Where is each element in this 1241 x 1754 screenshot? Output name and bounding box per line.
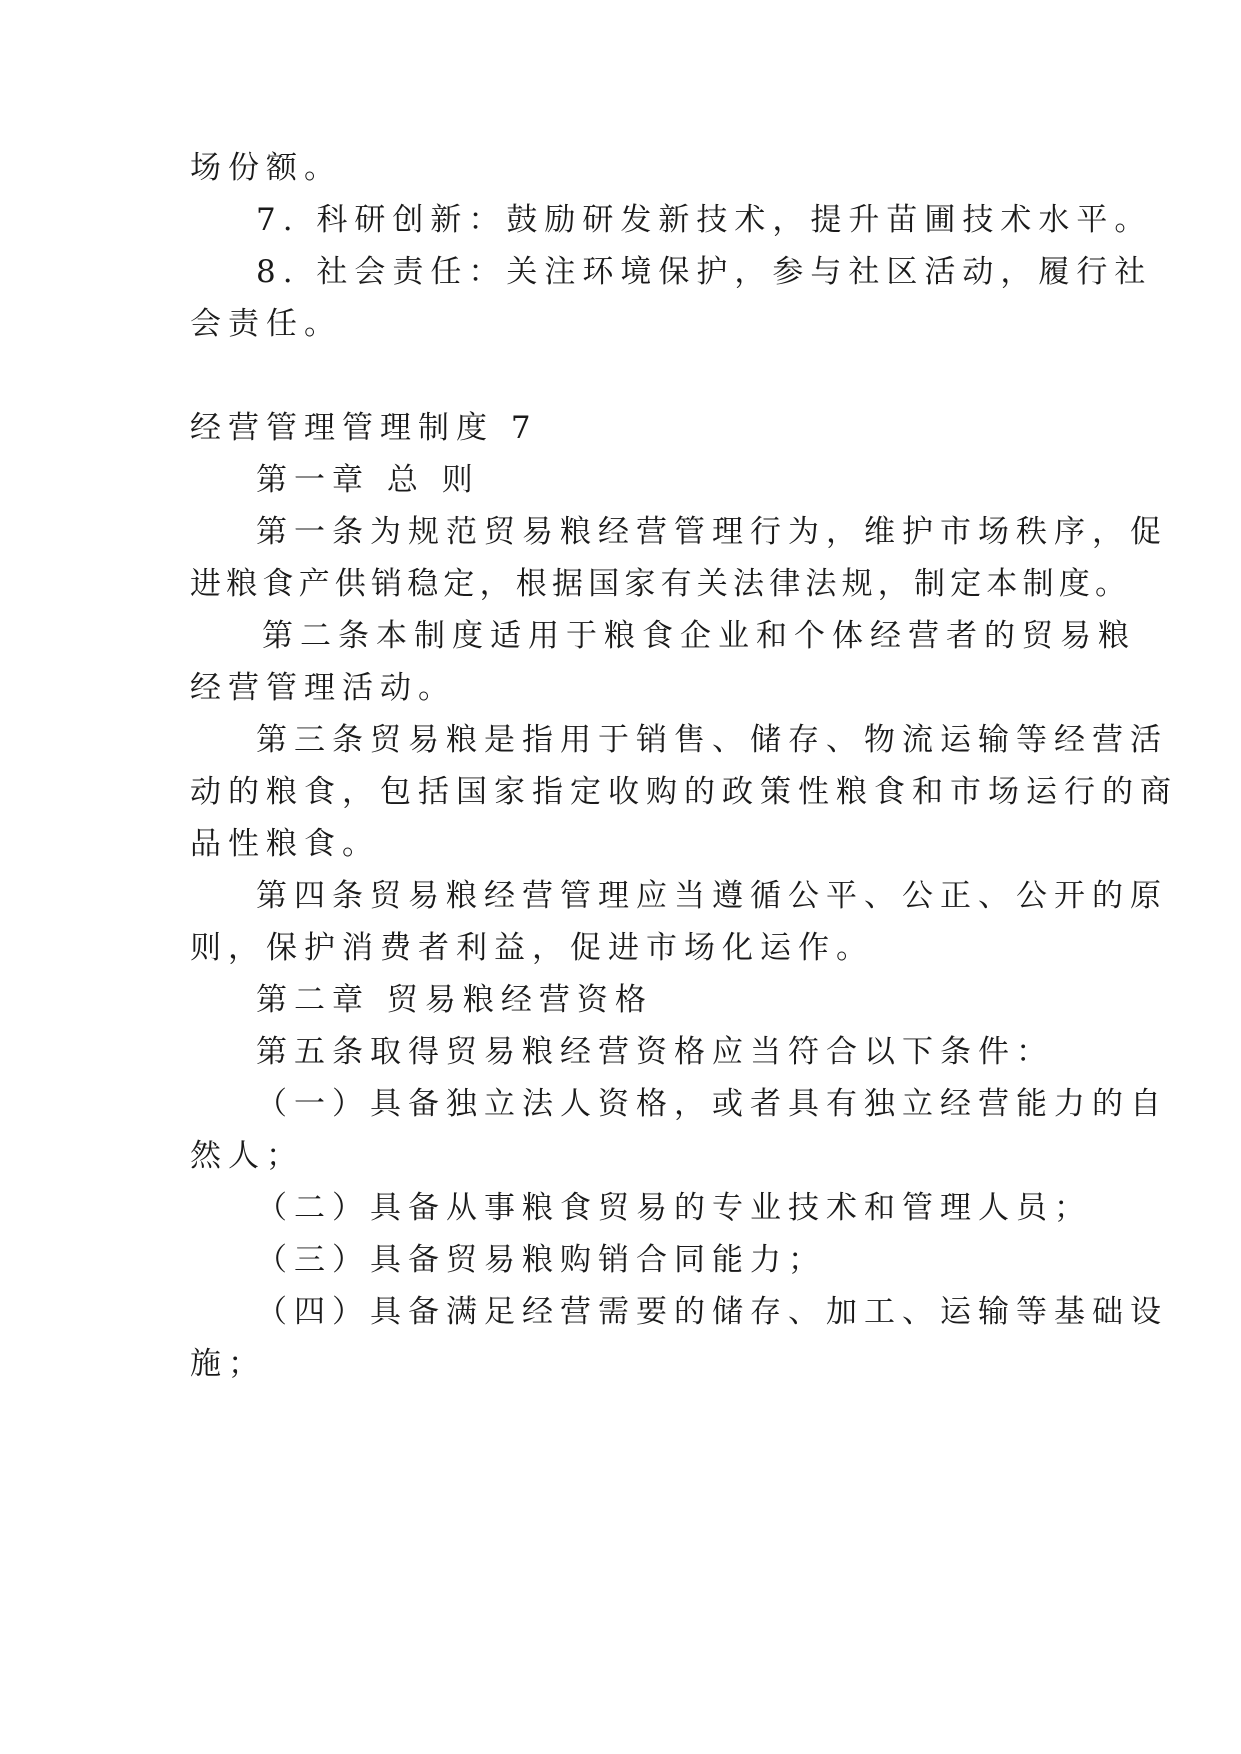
text-line-23: 施； — [190, 1346, 266, 1382]
text-line-4: 会责任。 — [190, 306, 342, 342]
text-line-7: 第一条为规范贸易粮经营管理行为，维护市场秩序，促 — [256, 514, 1168, 550]
text-line-9: 第二条本制度适用于粮食企业和个体经营者的贸易粮 — [262, 618, 1136, 654]
text-line-10: 经营管理活动。 — [190, 670, 456, 706]
section-title: 经营管理管理制度 7 — [190, 410, 538, 446]
text-line-22: （四）具备满足经营需要的储存、加工、运输等基础设 — [256, 1294, 1168, 1330]
chapter-heading-1: 第一章 总 则 — [256, 462, 480, 498]
text-line-18: （一）具备独立法人资格，或者具有独立经营能力的自 — [256, 1086, 1168, 1122]
text-line-12: 动的粮食，包括国家指定收购的政策性粮食和市场运行的商 — [190, 774, 1178, 810]
text-line-1: 场份额。 — [190, 150, 342, 186]
text-line-17: 第五条取得贸易粮经营资格应当符合以下条件： — [256, 1034, 1054, 1070]
text-line-20: （二）具备从事粮食贸易的专业技术和管理人员； — [256, 1190, 1092, 1226]
text-line-15: 则，保护消费者利益，促进市场化运作。 — [190, 930, 874, 966]
text-line-21: （三）具备贸易粮购销合同能力； — [256, 1242, 826, 1278]
text-line-19: 然人； — [190, 1138, 304, 1174]
text-line-13: 品性粮食。 — [190, 826, 380, 862]
text-line-3: 8. 社会责任：关注环境保护，参与社区活动，履行社 — [256, 254, 1153, 290]
text-line-2: 7. 科研创新：鼓励研发新技术，提升苗圃技术水平。 — [256, 202, 1153, 238]
text-line-14: 第四条贸易粮经营管理应当遵循公平、公正、公开的原 — [256, 878, 1168, 914]
text-line-8: 进粮食产供销稳定，根据国家有关法律法规，制定本制度。 — [190, 566, 1132, 602]
text-line-11: 第三条贸易粮是指用于销售、储存、物流运输等经营活 — [256, 722, 1168, 758]
chapter-heading-2: 第二章 贸易粮经营资格 — [256, 982, 653, 1018]
